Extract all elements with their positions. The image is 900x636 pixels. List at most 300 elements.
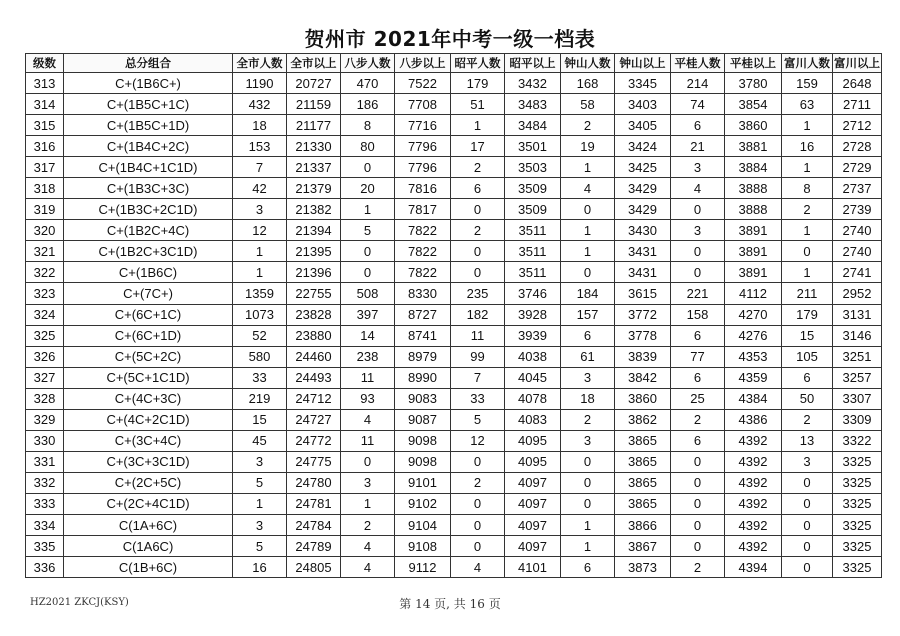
table-cell: 13 [782, 430, 833, 451]
table-cell: 4112 [725, 283, 782, 304]
table-cell: 238 [341, 346, 395, 367]
table-cell: 3862 [615, 409, 671, 430]
table-cell: 3430 [615, 220, 671, 241]
table-cell: 313 [26, 73, 64, 94]
table-cell: 3307 [833, 388, 882, 409]
table-cell: 6 [671, 367, 725, 388]
table-cell: 580 [233, 346, 287, 367]
table-row [26, 514, 882, 535]
table-cell: C+(5C+1C1D) [64, 367, 233, 388]
table-cell: 4101 [505, 557, 561, 578]
table-cell: 17 [451, 136, 505, 157]
table-cell: 0 [561, 451, 615, 472]
table-cell: 182 [451, 304, 505, 325]
table-cell: 327 [26, 367, 64, 388]
table-cell: 24784 [287, 514, 341, 535]
table-cell: 3425 [615, 157, 671, 178]
table-cell: 3939 [505, 325, 561, 346]
table-cell: 4045 [505, 367, 561, 388]
table-cell: C+(1B4C+2C) [64, 136, 233, 157]
table-cell: 186 [341, 94, 395, 115]
table-row [26, 94, 882, 115]
table-cell: 3325 [833, 472, 882, 493]
table-cell: C+(6C+1C) [64, 304, 233, 325]
table-cell: 24805 [287, 557, 341, 578]
table-cell: 8 [341, 115, 395, 136]
table-cell: 61 [561, 346, 615, 367]
table-cell: 334 [26, 514, 64, 535]
table-cell: 4 [341, 557, 395, 578]
table-cell: 1 [782, 220, 833, 241]
table-cell: 93 [341, 388, 395, 409]
table-cell: 4078 [505, 388, 561, 409]
table-cell: 2 [671, 409, 725, 430]
table-cell: 333 [26, 493, 64, 514]
table-cell: 3429 [615, 178, 671, 199]
table-cell: 179 [782, 304, 833, 325]
table-cell: 8330 [395, 283, 451, 304]
footer-code: HZ2021 ZKCJ(KSY) [30, 597, 129, 608]
table-cell: 2740 [833, 241, 882, 262]
table-cell: 21396 [287, 262, 341, 283]
table-cell: 214 [671, 73, 725, 94]
table-cell: 58 [561, 94, 615, 115]
table-cell: 157 [561, 304, 615, 325]
table-cell: 4386 [725, 409, 782, 430]
table-cell: C+(4C+2C1D) [64, 409, 233, 430]
table-cell: 21379 [287, 178, 341, 199]
table-cell: 336 [26, 557, 64, 578]
table-cell: 1073 [233, 304, 287, 325]
table-cell: 9108 [395, 536, 451, 557]
table-cell: 50 [782, 388, 833, 409]
table-cell: 3325 [833, 536, 882, 557]
table-cell: 1 [341, 493, 395, 514]
table-cell: 179 [451, 73, 505, 94]
table-cell: 15 [233, 409, 287, 430]
table-row [26, 178, 882, 199]
table-cell: 7816 [395, 178, 451, 199]
table-row [26, 73, 882, 94]
table-cell: 5 [233, 536, 287, 557]
table-row [26, 451, 882, 472]
column-header: 全市人数 [233, 54, 287, 73]
table-cell: 19 [561, 136, 615, 157]
table-cell: 0 [561, 472, 615, 493]
table-cell: 22755 [287, 283, 341, 304]
table-cell: 315 [26, 115, 64, 136]
table-cell: 4097 [505, 493, 561, 514]
table-cell: 3780 [725, 73, 782, 94]
document-title: 贺州市 2021年中考一级一档表 [304, 27, 596, 51]
table-cell: 24772 [287, 430, 341, 451]
table-cell: 8727 [395, 304, 451, 325]
table-cell: 2740 [833, 220, 882, 241]
table-cell: 6 [561, 557, 615, 578]
table-row [26, 199, 882, 220]
table-cell: 3 [671, 157, 725, 178]
table-cell: 159 [782, 73, 833, 94]
table-cell: 4 [561, 178, 615, 199]
table-cell: 329 [26, 409, 64, 430]
table-cell: 4384 [725, 388, 782, 409]
table-cell: 2 [451, 220, 505, 241]
table-cell: 11 [341, 430, 395, 451]
column-header: 富川人数 [782, 54, 833, 73]
table-cell: C+(3C+3C1D) [64, 451, 233, 472]
table-row [26, 346, 882, 367]
table-cell: 7 [233, 157, 287, 178]
table-cell: 5 [233, 472, 287, 493]
table-cell: 7817 [395, 199, 451, 220]
table-cell: 8990 [395, 367, 451, 388]
table-cell: 4 [341, 536, 395, 557]
table-header-row [26, 54, 882, 73]
table-cell: C+(3C+4C) [64, 430, 233, 451]
table-cell: 2 [671, 557, 725, 578]
table-cell: 12 [451, 430, 505, 451]
table-cell: 0 [341, 262, 395, 283]
table-cell: C+(1B5C+1C) [64, 94, 233, 115]
table-cell: 3 [561, 430, 615, 451]
table-cell: 3884 [725, 157, 782, 178]
table-cell: 4270 [725, 304, 782, 325]
table-cell: C+(1B3C+2C1D) [64, 199, 233, 220]
table-cell: 3928 [505, 304, 561, 325]
table-cell: 1 [233, 262, 287, 283]
table-cell: 5 [451, 409, 505, 430]
table-cell: 4359 [725, 367, 782, 388]
table-cell: 3891 [725, 241, 782, 262]
table-row [26, 536, 882, 557]
table-cell: 23880 [287, 325, 341, 346]
table-cell: 1 [561, 220, 615, 241]
table-cell: 318 [26, 178, 64, 199]
table-cell: 316 [26, 136, 64, 157]
table-cell: 3 [341, 472, 395, 493]
table-cell: 314 [26, 94, 64, 115]
table-row [26, 325, 882, 346]
table-cell: 2728 [833, 136, 882, 157]
column-header: 平桂人数 [671, 54, 725, 73]
table-cell: 3432 [505, 73, 561, 94]
table-cell: 2 [451, 157, 505, 178]
table-cell: 4038 [505, 346, 561, 367]
table-cell: 7522 [395, 73, 451, 94]
table-cell: 11 [341, 367, 395, 388]
table-cell: 2712 [833, 115, 882, 136]
table-cell: 321 [26, 241, 64, 262]
table-cell: 7822 [395, 241, 451, 262]
table-cell: 3131 [833, 304, 882, 325]
table-cell: 235 [451, 283, 505, 304]
table-cell: 3 [233, 451, 287, 472]
table-cell: 0 [671, 536, 725, 557]
table-cell: 3431 [615, 241, 671, 262]
table-cell: 21394 [287, 220, 341, 241]
table-cell: 21337 [287, 157, 341, 178]
table-cell: 1 [561, 536, 615, 557]
table-cell: 21330 [287, 136, 341, 157]
table-row [26, 220, 882, 241]
table-cell: 63 [782, 94, 833, 115]
column-header: 钟山以上 [615, 54, 671, 73]
table-cell: 3 [671, 220, 725, 241]
table-cell: 3867 [615, 536, 671, 557]
table-cell: 4394 [725, 557, 782, 578]
table-cell: 7796 [395, 157, 451, 178]
table-cell: 1 [233, 241, 287, 262]
table-cell: 324 [26, 304, 64, 325]
table-row [26, 409, 882, 430]
table-cell: 3746 [505, 283, 561, 304]
table-row [26, 557, 882, 578]
table-cell: 6 [451, 178, 505, 199]
table-cell: 11 [451, 325, 505, 346]
table-cell: 24780 [287, 472, 341, 493]
table-cell: 508 [341, 283, 395, 304]
table-cell: 52 [233, 325, 287, 346]
table-cell: 0 [561, 493, 615, 514]
table-cell: 0 [671, 451, 725, 472]
table-cell: 20727 [287, 73, 341, 94]
table-cell: 4 [451, 557, 505, 578]
table-cell: 6 [671, 430, 725, 451]
table-cell: 0 [561, 199, 615, 220]
table-cell: 7 [451, 367, 505, 388]
table-row [26, 115, 882, 136]
table-cell: 3865 [615, 430, 671, 451]
table-cell: 8979 [395, 346, 451, 367]
table-cell: 328 [26, 388, 64, 409]
table-cell: 0 [341, 241, 395, 262]
table-cell: 21382 [287, 199, 341, 220]
table-cell: 323 [26, 283, 64, 304]
table-cell: 3860 [725, 115, 782, 136]
table-cell: 3322 [833, 430, 882, 451]
table-cell: 6 [671, 115, 725, 136]
table-cell: 4097 [505, 472, 561, 493]
table-cell: 3 [782, 451, 833, 472]
table-cell: 1 [561, 241, 615, 262]
table-cell: 219 [233, 388, 287, 409]
table-cell: 330 [26, 430, 64, 451]
table-cell: 33 [233, 367, 287, 388]
table-cell: 4392 [725, 514, 782, 535]
table-cell: C+(1B4C+1C1D) [64, 157, 233, 178]
table-cell: 4392 [725, 430, 782, 451]
table-cell: 0 [782, 536, 833, 557]
table-cell: 332 [26, 472, 64, 493]
table-cell: 25 [671, 388, 725, 409]
table-cell: 0 [782, 493, 833, 514]
table-row [26, 241, 882, 262]
table-cell: 4 [341, 409, 395, 430]
table-cell: 3865 [615, 493, 671, 514]
table-cell: 0 [671, 262, 725, 283]
table-cell: 3839 [615, 346, 671, 367]
table-cell: 211 [782, 283, 833, 304]
table-cell: 3511 [505, 262, 561, 283]
table-cell: 1359 [233, 283, 287, 304]
column-header: 平桂以上 [725, 54, 782, 73]
table-cell: 326 [26, 346, 64, 367]
table-cell: 24460 [287, 346, 341, 367]
table-cell: 325 [26, 325, 64, 346]
table-cell: 4392 [725, 493, 782, 514]
table-cell: 3615 [615, 283, 671, 304]
table-cell: 1190 [233, 73, 287, 94]
table-cell: 0 [782, 557, 833, 578]
table-cell: 7716 [395, 115, 451, 136]
table-cell: 1 [451, 115, 505, 136]
table-cell: 3888 [725, 178, 782, 199]
table-row [26, 472, 882, 493]
table-cell: 4392 [725, 451, 782, 472]
table-cell: 3 [561, 367, 615, 388]
table-cell: 1 [233, 493, 287, 514]
table-cell: 0 [782, 241, 833, 262]
table-cell: 3854 [725, 94, 782, 115]
table-cell: 21159 [287, 94, 341, 115]
table-cell: 7822 [395, 262, 451, 283]
table-cell: 2 [561, 409, 615, 430]
table-cell: C+(6C+1D) [64, 325, 233, 346]
table-cell: 9104 [395, 514, 451, 535]
table-cell: 4097 [505, 536, 561, 557]
table-cell: 2 [782, 199, 833, 220]
table-cell: 4097 [505, 514, 561, 535]
table-row [26, 157, 882, 178]
table-cell: 9098 [395, 430, 451, 451]
table-cell: 6 [782, 367, 833, 388]
column-header: 全市以上 [287, 54, 341, 73]
table-cell: 3503 [505, 157, 561, 178]
column-header: 级数 [26, 54, 64, 73]
table-cell: 24727 [287, 409, 341, 430]
column-header: 昭平人数 [451, 54, 505, 73]
table-cell: 8741 [395, 325, 451, 346]
table-cell: 9101 [395, 472, 451, 493]
table-cell: 3146 [833, 325, 882, 346]
table-cell: 0 [451, 536, 505, 557]
table-row [26, 304, 882, 325]
table-cell: 322 [26, 262, 64, 283]
table-cell: 1 [782, 262, 833, 283]
table-cell: 14 [341, 325, 395, 346]
table-cell: 1 [782, 115, 833, 136]
table-cell: 2729 [833, 157, 882, 178]
table-cell: 24781 [287, 493, 341, 514]
table-cell: 3866 [615, 514, 671, 535]
table-cell: 4276 [725, 325, 782, 346]
table-cell: 3257 [833, 367, 882, 388]
table-cell: 0 [451, 451, 505, 472]
table-cell: C(1A+6C) [64, 514, 233, 535]
table-cell: 319 [26, 199, 64, 220]
table-cell: 3778 [615, 325, 671, 346]
column-header: 富川以上 [833, 54, 882, 73]
table-cell: C+(1B5C+1D) [64, 115, 233, 136]
table-cell: 3511 [505, 220, 561, 241]
table-cell: 0 [671, 493, 725, 514]
table-cell: C+(1B6C+) [64, 73, 233, 94]
table-cell: 0 [341, 451, 395, 472]
table-cell: 3865 [615, 472, 671, 493]
table-cell: 42 [233, 178, 287, 199]
score-table [25, 53, 882, 578]
table-cell: 99 [451, 346, 505, 367]
table-cell: C+(7C+) [64, 283, 233, 304]
table-cell: 3842 [615, 367, 671, 388]
table-cell: 3483 [505, 94, 561, 115]
table-cell: 3501 [505, 136, 561, 157]
table-cell: 105 [782, 346, 833, 367]
table-cell: 7708 [395, 94, 451, 115]
table-cell: 3405 [615, 115, 671, 136]
table-cell: 2737 [833, 178, 882, 199]
table-cell: 470 [341, 73, 395, 94]
table-row [26, 430, 882, 451]
table-cell: 9083 [395, 388, 451, 409]
table-row [26, 493, 882, 514]
table-cell: 3325 [833, 493, 882, 514]
table-cell: 335 [26, 536, 64, 557]
column-header: 总分组合 [64, 54, 233, 73]
table-cell: 74 [671, 94, 725, 115]
table-cell: 2739 [833, 199, 882, 220]
table-cell: 16 [233, 557, 287, 578]
table-cell: 7822 [395, 220, 451, 241]
table-cell: 0 [782, 514, 833, 535]
table-cell: 0 [671, 514, 725, 535]
column-header: 八步以上 [395, 54, 451, 73]
table-cell: 23828 [287, 304, 341, 325]
table-cell: 3309 [833, 409, 882, 430]
table-row [26, 136, 882, 157]
table-cell: C+(1B2C+3C1D) [64, 241, 233, 262]
table-cell: 4095 [505, 430, 561, 451]
table-cell: 24789 [287, 536, 341, 557]
table-cell: 3511 [505, 241, 561, 262]
table-cell: 7796 [395, 136, 451, 157]
table-row [26, 367, 882, 388]
table-cell: 0 [451, 493, 505, 514]
table-cell: 3325 [833, 557, 882, 578]
table-cell: 0 [341, 157, 395, 178]
table-cell: 24775 [287, 451, 341, 472]
table-cell: 24493 [287, 367, 341, 388]
table-cell: C+(2C+5C) [64, 472, 233, 493]
table-cell: 3345 [615, 73, 671, 94]
table-cell: 2952 [833, 283, 882, 304]
table-cell: 3772 [615, 304, 671, 325]
column-header: 昭平以上 [505, 54, 561, 73]
table-cell: 77 [671, 346, 725, 367]
table-cell: 3251 [833, 346, 882, 367]
table-cell: 3860 [615, 388, 671, 409]
table-cell: 221 [671, 283, 725, 304]
table-cell: 4095 [505, 451, 561, 472]
table-cell: 1 [561, 514, 615, 535]
table-cell: 18 [561, 388, 615, 409]
table-cell: 9087 [395, 409, 451, 430]
table-cell: 16 [782, 136, 833, 157]
table-cell: 3509 [505, 178, 561, 199]
table-cell: 21395 [287, 241, 341, 262]
table-cell: 5 [341, 220, 395, 241]
table-cell: 317 [26, 157, 64, 178]
